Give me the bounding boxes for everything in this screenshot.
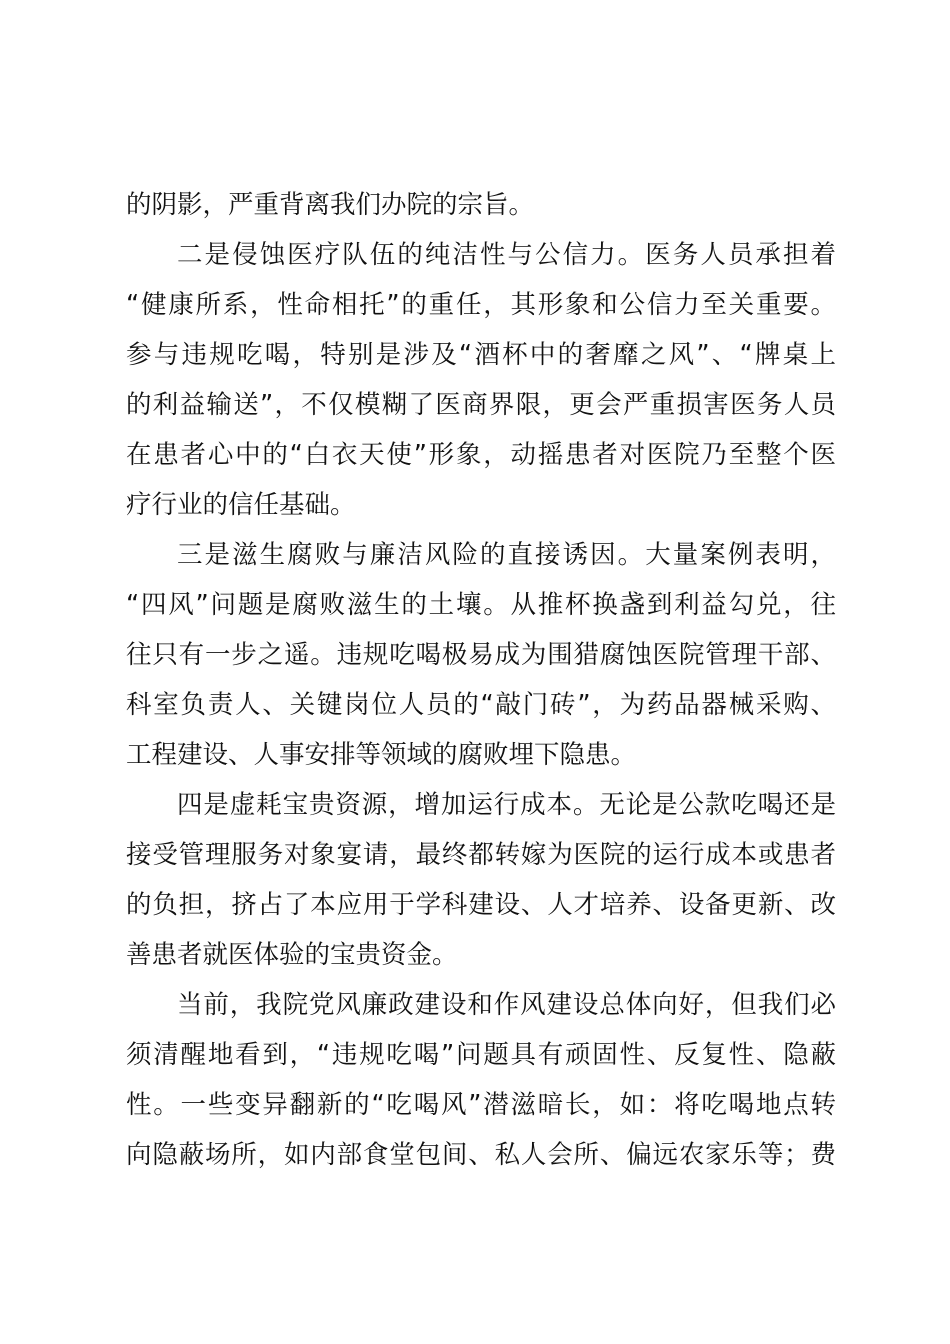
document-body [126, 180, 836, 1180]
text-line: 当前，我院党风廉政建设和作风建设总体向好，但我们必 [177, 990, 836, 1020]
paragraph [126, 180, 836, 230]
text-line: 向隐蔽场所，如内部食堂包间、私人会所、偏远农家乐等；费 [126, 1140, 836, 1170]
text-line: 工程建设、人事安排等领域的腐败埋下隐患。 [126, 740, 637, 770]
text-line: 的阴影，严重背离我们办院的宗旨。 [126, 190, 535, 220]
paragraph [126, 780, 836, 980]
text-line: 须清醒地看到，“违规吃喝”问题具有顽固性、反复性、隐蔽 [126, 1040, 836, 1070]
text-line: 二是侵蚀医疗队伍的纯洁性与公信力。医务人员承担着 [177, 240, 836, 270]
paragraph [126, 530, 836, 780]
text-line: 三是滋生腐败与廉洁风险的直接诱因。大量案例表明， [177, 540, 836, 570]
text-line: “健康所系，性命相托”的重任，其形象和公信力至关重要。 [126, 290, 836, 320]
paragraph [126, 230, 836, 530]
text-line: “四风”问题是腐败滋生的土壤。从推杯换盏到利益勾兑，往 [126, 590, 836, 620]
paragraph [126, 980, 836, 1180]
text-line: 性。一些变异翻新的“吃喝风”潜滋暗长，如：将吃喝地点转 [126, 1090, 836, 1120]
text-line: 疗行业的信任基础。 [126, 490, 356, 520]
text-line: 的负担，挤占了本应用于学科建设、人才培养、设备更新、改 [126, 890, 836, 920]
text-line: 善患者就医体验的宝贵资金。 [126, 940, 458, 970]
text-line: 往只有一步之遥。违规吃喝极易成为围猎腐蚀医院管理干部、 [126, 640, 836, 670]
text-line: 参与违规吃喝，特别是涉及“酒杯中的奢靡之风”、“牌桌上 [126, 340, 836, 370]
text-line: 科室负责人、关键岗位人员的“敲门砖”，为药品器械采购、 [126, 690, 836, 720]
text-line: 接受管理服务对象宴请，最终都转嫁为医院的运行成本或患者 [126, 840, 836, 870]
text-line: 四是虚耗宝贵资源，增加运行成本。无论是公款吃喝还是 [177, 790, 836, 820]
text-line: 在患者心中的“白衣天使”形象，动摇患者对医院乃至整个医 [126, 440, 836, 470]
text-line: 的利益输送”，不仅模糊了医商界限，更会严重损害医务人员 [126, 390, 836, 420]
